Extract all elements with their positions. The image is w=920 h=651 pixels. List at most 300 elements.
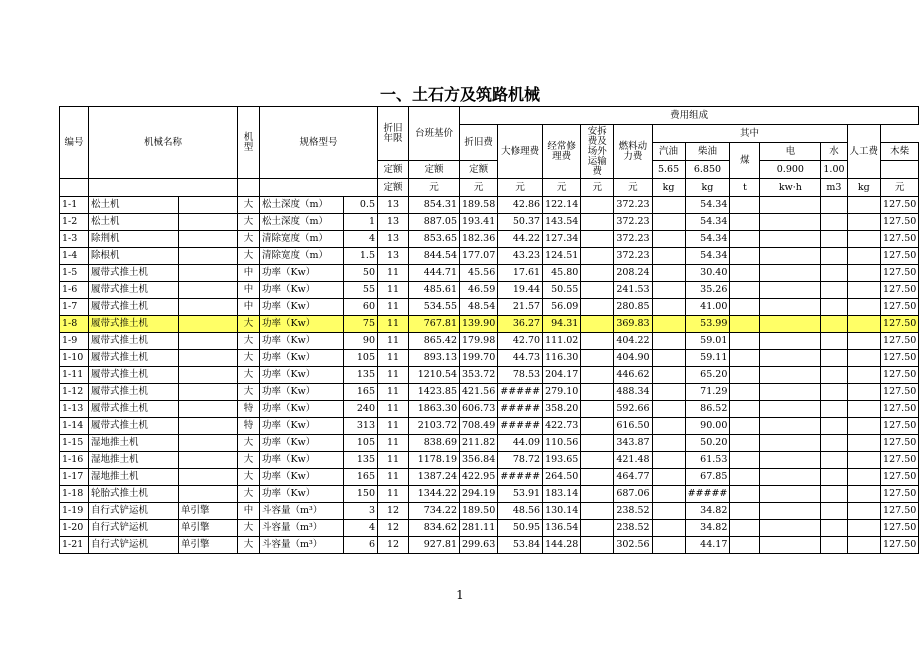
cell-elec xyxy=(760,248,821,265)
cell-install xyxy=(581,384,614,401)
cell-over: 48.56 xyxy=(498,503,543,520)
cell-val: 4 xyxy=(344,231,378,248)
cell-labor: 127.50 xyxy=(881,486,919,503)
cell-life: 13 xyxy=(378,214,409,231)
cell-wood xyxy=(847,435,881,452)
cell-water xyxy=(821,265,847,282)
cell-maint: 279.10 xyxy=(543,384,581,401)
cell-life: 11 xyxy=(378,299,409,316)
cell-water xyxy=(821,316,847,333)
cell-life: 11 xyxy=(378,367,409,384)
cell-code: 1-13 xyxy=(60,401,89,418)
cell-over: ##### xyxy=(498,469,543,486)
cell-labor: 127.50 xyxy=(881,401,919,418)
cell-maint: 50.55 xyxy=(543,282,581,299)
cell-depr: 179.98 xyxy=(460,333,498,350)
header-wood: 木柴 xyxy=(881,143,919,161)
unit-overhaul: 元 xyxy=(498,179,543,197)
cell-life: 11 xyxy=(378,435,409,452)
machinery-cost-table xyxy=(59,106,919,554)
header-overhaul: 大修理费 xyxy=(498,125,543,179)
cell-wood xyxy=(847,350,881,367)
cell-base: 854.31 xyxy=(409,197,460,214)
cell-code: 1-18 xyxy=(60,486,89,503)
header-coal: 煤 xyxy=(730,143,760,179)
cell-maint: 143.54 xyxy=(543,214,581,231)
cell-base: 534.55 xyxy=(409,299,460,316)
cell-name: 履带式推土机 xyxy=(89,333,179,350)
cell-install xyxy=(581,248,614,265)
cell-type: 特 xyxy=(238,401,260,418)
cell-diesel: 41.00 xyxy=(685,299,730,316)
cell-labor: 127.50 xyxy=(881,350,919,367)
cell-coal xyxy=(730,469,760,486)
cell-base: 1423.85 xyxy=(409,384,460,401)
cell-sub xyxy=(179,231,238,248)
cell-depr: 199.70 xyxy=(460,350,498,367)
cell-fuel: 280.85 xyxy=(614,299,652,316)
price-water: 1.00 xyxy=(821,161,847,179)
cell-gas xyxy=(652,401,685,418)
cell-name: 松土机 xyxy=(89,197,179,214)
cell-code: 1-5 xyxy=(60,265,89,282)
cell-elec xyxy=(760,316,821,333)
cell-water xyxy=(821,231,847,248)
table-row xyxy=(60,486,919,503)
cell-labor: 127.50 xyxy=(881,367,919,384)
cell-wood xyxy=(847,197,881,214)
cell-over: ##### xyxy=(498,401,543,418)
cell-wood xyxy=(847,418,881,435)
cell-labor: 127.50 xyxy=(881,384,919,401)
cell-sub xyxy=(179,435,238,452)
cell-diesel: 54.34 xyxy=(685,197,730,214)
page-number: 1 xyxy=(456,588,464,602)
cell-code: 1-20 xyxy=(60,520,89,537)
cell-fuel: 343.87 xyxy=(614,435,652,452)
cell-install xyxy=(581,265,614,282)
table-row xyxy=(60,350,919,367)
cell-maint: 183.14 xyxy=(543,486,581,503)
cell-type: 大 xyxy=(238,248,260,265)
cell-life: 11 xyxy=(378,350,409,367)
cell-fuel: 616.50 xyxy=(614,418,652,435)
cell-gas xyxy=(652,299,685,316)
cell-life: 11 xyxy=(378,486,409,503)
cell-depr: 294.19 xyxy=(460,486,498,503)
header-elec: 电 xyxy=(760,143,821,161)
cell-over: 44.09 xyxy=(498,435,543,452)
cell-val: 75 xyxy=(344,316,378,333)
cell-labor: 127.50 xyxy=(881,282,919,299)
cell-depr: 177.07 xyxy=(460,248,498,265)
cell-install xyxy=(581,282,614,299)
cell-sub xyxy=(179,248,238,265)
cell-install xyxy=(581,486,614,503)
price-gas: 5.65 xyxy=(652,161,685,179)
cell-water xyxy=(821,537,847,554)
cell-code: 1-15 xyxy=(60,435,89,452)
cell-val: 165 xyxy=(344,384,378,401)
cell-val: 1.5 xyxy=(344,248,378,265)
cell-over: 50.37 xyxy=(498,214,543,231)
cell-base: 927.81 xyxy=(409,537,460,554)
cell-diesel: 34.82 xyxy=(685,503,730,520)
cell-over: 78.72 xyxy=(498,452,543,469)
cell-labor: 127.50 xyxy=(881,265,919,282)
cell-spec: 功率（Kw） xyxy=(260,486,344,503)
cell-maint: 127.34 xyxy=(543,231,581,248)
cell-maint: 122.14 xyxy=(543,197,581,214)
cell-fuel: 421.48 xyxy=(614,452,652,469)
cell-water xyxy=(821,214,847,231)
cell-sub xyxy=(179,299,238,316)
header-code: 编号 xyxy=(60,107,89,179)
cell-val: 105 xyxy=(344,350,378,367)
cell-water xyxy=(821,486,847,503)
cell-fuel: 208.24 xyxy=(614,265,652,282)
cell-install xyxy=(581,367,614,384)
cell-depr: 48.54 xyxy=(460,299,498,316)
cell-maint: 422.73 xyxy=(543,418,581,435)
cell-coal xyxy=(730,316,760,333)
cell-sub xyxy=(179,384,238,401)
cell-code: 1-2 xyxy=(60,214,89,231)
cell-over: 78.53 xyxy=(498,367,543,384)
cell-life: 12 xyxy=(378,520,409,537)
header-base-price: 台班基价 xyxy=(409,107,460,161)
cell-coal xyxy=(730,333,760,350)
cell-spec: 松土深度（m） xyxy=(260,214,344,231)
cell-wood xyxy=(847,486,881,503)
cell-diesel: 53.99 xyxy=(685,316,730,333)
cell-gas xyxy=(652,214,685,231)
cell-over: 53.84 xyxy=(498,537,543,554)
header-maint: 经常修理费 xyxy=(543,125,581,179)
header-diesel: 柴油 xyxy=(685,143,730,161)
cell-life: 11 xyxy=(378,333,409,350)
cell-coal xyxy=(730,248,760,265)
cell-sub xyxy=(179,197,238,214)
table-row xyxy=(60,333,919,350)
cell-install xyxy=(581,316,614,333)
cell-gas xyxy=(652,418,685,435)
cell-val: 60 xyxy=(344,299,378,316)
cell-elec xyxy=(760,231,821,248)
cell-fuel: 238.52 xyxy=(614,503,652,520)
cell-coal xyxy=(730,452,760,469)
cell-install xyxy=(581,333,614,350)
cell-spec: 功率（Kw） xyxy=(260,265,344,282)
cell-base: 838.69 xyxy=(409,435,460,452)
cell-maint: 136.54 xyxy=(543,520,581,537)
cell-base: 844.54 xyxy=(409,248,460,265)
unit-name xyxy=(89,179,238,197)
cell-base: 853.65 xyxy=(409,231,460,248)
cell-maint: 204.17 xyxy=(543,367,581,384)
cell-code: 1-14 xyxy=(60,418,89,435)
table-row xyxy=(60,265,919,282)
unit-life: 定额 xyxy=(378,179,409,197)
unit-maint: 元 xyxy=(543,179,581,197)
cell-base: 865.42 xyxy=(409,333,460,350)
cell-type: 中 xyxy=(238,282,260,299)
unit-base: 元 xyxy=(409,179,460,197)
cell-gas xyxy=(652,282,685,299)
cell-maint: 144.28 xyxy=(543,537,581,554)
cell-water xyxy=(821,469,847,486)
cell-labor: 127.50 xyxy=(881,214,919,231)
cell-elec xyxy=(760,384,821,401)
cell-fuel: 372.23 xyxy=(614,248,652,265)
cell-name: 履带式推土机 xyxy=(89,282,179,299)
cell-spec: 斗容量（m³） xyxy=(260,537,344,554)
cell-elec xyxy=(760,333,821,350)
cell-labor: 127.50 xyxy=(881,299,919,316)
cell-install xyxy=(581,401,614,418)
cell-maint: 45.80 xyxy=(543,265,581,282)
cell-base: 893.13 xyxy=(409,350,460,367)
cell-wood xyxy=(847,333,881,350)
cell-water xyxy=(821,503,847,520)
cell-fuel: 372.23 xyxy=(614,231,652,248)
cell-maint: 124.51 xyxy=(543,248,581,265)
cell-code: 1-1 xyxy=(60,197,89,214)
cell-spec: 功率（Kw） xyxy=(260,350,344,367)
cell-fuel: 372.23 xyxy=(614,214,652,231)
table-row xyxy=(60,367,919,384)
cell-over: 17.61 xyxy=(498,265,543,282)
cell-diesel: ##### xyxy=(685,486,730,503)
cell-over: 43.23 xyxy=(498,248,543,265)
cell-life: 11 xyxy=(378,282,409,299)
cell-sub: 单引擎 xyxy=(179,537,238,554)
cell-wood xyxy=(847,537,881,554)
cell-spec: 功率（Kw） xyxy=(260,299,344,316)
table-row xyxy=(60,248,919,265)
cell-type: 大 xyxy=(238,214,260,231)
cell-elec xyxy=(760,299,821,316)
cell-base: 2103.72 xyxy=(409,418,460,435)
cell-fuel: 687.06 xyxy=(614,486,652,503)
cell-depr: 189.50 xyxy=(460,503,498,520)
cell-name: 履带式推土机 xyxy=(89,418,179,435)
cell-maint: 110.56 xyxy=(543,435,581,452)
cell-fuel: 404.90 xyxy=(614,350,652,367)
cell-elec xyxy=(760,265,821,282)
cell-code: 1-12 xyxy=(60,384,89,401)
table-row xyxy=(60,418,919,435)
cell-type: 大 xyxy=(238,316,260,333)
cell-type: 大 xyxy=(238,537,260,554)
cell-val: 6 xyxy=(344,537,378,554)
cell-elec xyxy=(760,418,821,435)
header-life: 折旧年限 xyxy=(378,107,409,161)
cell-name: 履带式推土机 xyxy=(89,299,179,316)
cell-gas xyxy=(652,520,685,537)
cell-depr: 708.49 xyxy=(460,418,498,435)
cell-depr: 45.56 xyxy=(460,265,498,282)
cell-coal xyxy=(730,537,760,554)
cell-spec: 清除宽度（m） xyxy=(260,248,344,265)
cell-elec xyxy=(760,486,821,503)
cell-type: 特 xyxy=(238,418,260,435)
table-row xyxy=(60,537,919,554)
cell-life: 12 xyxy=(378,503,409,520)
cell-water xyxy=(821,350,847,367)
cell-val: 105 xyxy=(344,435,378,452)
cell-install xyxy=(581,469,614,486)
cell-gas xyxy=(652,537,685,554)
cell-wood xyxy=(847,231,881,248)
cell-install xyxy=(581,452,614,469)
cell-labor: 127.50 xyxy=(881,248,919,265)
cell-life: 11 xyxy=(378,452,409,469)
cell-base: 887.05 xyxy=(409,214,460,231)
cell-fuel: 592.66 xyxy=(614,401,652,418)
cell-wood xyxy=(847,367,881,384)
cell-depr: 189.58 xyxy=(460,197,498,214)
header-labor: 人工费 xyxy=(847,125,881,179)
table-row xyxy=(60,197,919,214)
cell-sub xyxy=(179,469,238,486)
cell-type: 大 xyxy=(238,469,260,486)
cell-spec: 功率（Kw） xyxy=(260,384,344,401)
cell-wood xyxy=(847,401,881,418)
cell-coal xyxy=(730,520,760,537)
cell-depr: 281.11 xyxy=(460,520,498,537)
cell-wood xyxy=(847,452,881,469)
cell-val: 1 xyxy=(344,214,378,231)
unit-spec xyxy=(260,179,378,197)
cell-labor: 127.50 xyxy=(881,452,919,469)
table-row xyxy=(60,316,919,333)
cell-val: 50 xyxy=(344,265,378,282)
cell-elec xyxy=(760,401,821,418)
cell-fuel: 241.53 xyxy=(614,282,652,299)
cell-wood xyxy=(847,469,881,486)
price-wood xyxy=(881,161,919,179)
cell-fuel: 446.62 xyxy=(614,367,652,384)
cell-base: 1387.24 xyxy=(409,469,460,486)
cell-over: ##### xyxy=(498,418,543,435)
cell-fuel: 404.22 xyxy=(614,333,652,350)
cell-coal xyxy=(730,282,760,299)
cell-code: 1-7 xyxy=(60,299,89,316)
cell-gas xyxy=(652,469,685,486)
cell-gas xyxy=(652,435,685,452)
cell-val: 3 xyxy=(344,503,378,520)
cell-elec xyxy=(760,452,821,469)
cell-diesel: 44.17 xyxy=(685,537,730,554)
cell-spec: 功率（Kw） xyxy=(260,418,344,435)
cell-gas xyxy=(652,316,685,333)
cell-type: 中 xyxy=(238,503,260,520)
cell-depr: 182.36 xyxy=(460,231,498,248)
cell-life: 11 xyxy=(378,401,409,418)
cell-over: 42.86 xyxy=(498,197,543,214)
header-fixed-quota-a: 定额 xyxy=(378,161,409,179)
cell-labor: 127.50 xyxy=(881,520,919,537)
cell-name: 履带式推土机 xyxy=(89,265,179,282)
header-gas: 汽油 xyxy=(652,143,685,161)
cell-spec: 功率（Kw） xyxy=(260,367,344,384)
cell-life: 11 xyxy=(378,418,409,435)
cell-type: 大 xyxy=(238,435,260,452)
cell-spec: 松土深度（m） xyxy=(260,197,344,214)
cell-type: 大 xyxy=(238,231,260,248)
table-row xyxy=(60,452,919,469)
cell-diesel: 34.82 xyxy=(685,520,730,537)
cell-name: 除根机 xyxy=(89,248,179,265)
cell-coal xyxy=(730,401,760,418)
cell-type: 大 xyxy=(238,520,260,537)
cell-install xyxy=(581,350,614,367)
cell-labor: 127.50 xyxy=(881,503,919,520)
cell-val: 90 xyxy=(344,333,378,350)
header-cost-group: 费用组成 xyxy=(460,107,919,125)
price-diesel: 6.850 xyxy=(685,161,730,179)
cell-code: 1-8 xyxy=(60,316,89,333)
cell-over: 42.70 xyxy=(498,333,543,350)
cell-code: 1-4 xyxy=(60,248,89,265)
table-row xyxy=(60,435,919,452)
cell-diesel: 59.11 xyxy=(685,350,730,367)
cell-life: 13 xyxy=(378,197,409,214)
cell-spec: 功率（Kw） xyxy=(260,333,344,350)
cell-coal xyxy=(730,384,760,401)
cell-water xyxy=(821,384,847,401)
cell-gas xyxy=(652,197,685,214)
cell-base: 485.61 xyxy=(409,282,460,299)
cell-code: 1-3 xyxy=(60,231,89,248)
cell-wood xyxy=(847,214,881,231)
cell-wood xyxy=(847,265,881,282)
cell-val: 4 xyxy=(344,520,378,537)
cell-name: 履带式推土机 xyxy=(89,384,179,401)
cell-wood xyxy=(847,299,881,316)
cell-gas xyxy=(652,452,685,469)
cell-install xyxy=(581,435,614,452)
cell-val: 0.5 xyxy=(344,197,378,214)
cell-type: 大 xyxy=(238,197,260,214)
cell-fuel: 372.23 xyxy=(614,197,652,214)
cell-val: 135 xyxy=(344,452,378,469)
cell-name: 自行式铲运机 xyxy=(89,520,179,537)
cell-elec xyxy=(760,214,821,231)
cell-spec: 功率（Kw） xyxy=(260,435,344,452)
cell-type: 大 xyxy=(238,486,260,503)
table-row xyxy=(60,469,919,486)
cell-coal xyxy=(730,367,760,384)
cell-fuel: 238.52 xyxy=(614,520,652,537)
cell-elec xyxy=(760,197,821,214)
cell-name: 松土机 xyxy=(89,214,179,231)
cell-life: 11 xyxy=(378,469,409,486)
cell-maint: 56.09 xyxy=(543,299,581,316)
cell-maint: 264.50 xyxy=(543,469,581,486)
header-among: 其中 xyxy=(652,125,847,143)
cell-diesel: 71.29 xyxy=(685,384,730,401)
cell-elec xyxy=(760,503,821,520)
cell-base: 1210.54 xyxy=(409,367,460,384)
cell-sub xyxy=(179,265,238,282)
cell-life: 11 xyxy=(378,265,409,282)
cell-over: 19.44 xyxy=(498,282,543,299)
cell-val: 240 xyxy=(344,401,378,418)
cell-labor: 127.50 xyxy=(881,197,919,214)
cell-val: 165 xyxy=(344,469,378,486)
